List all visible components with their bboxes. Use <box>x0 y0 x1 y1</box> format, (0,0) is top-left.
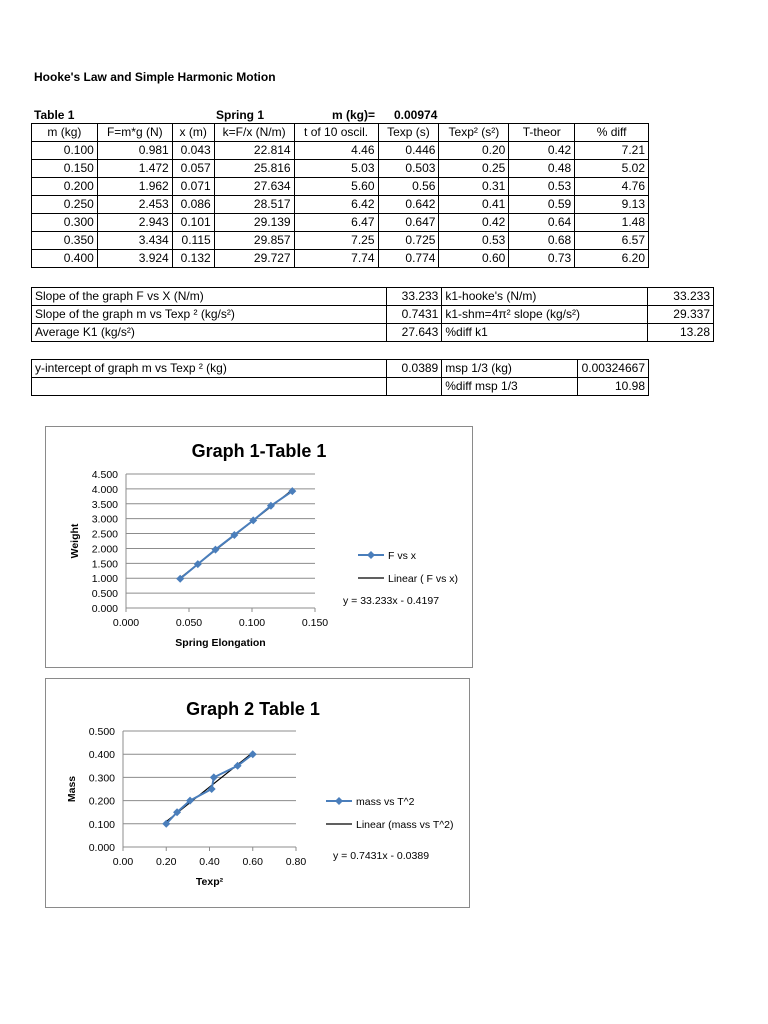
table-label: Table 1 <box>34 108 75 122</box>
chart-1-frame <box>45 426 473 668</box>
column-header: T-theor <box>509 124 575 142</box>
table-label <box>32 378 387 396</box>
table-cell: 3.434 <box>97 232 172 250</box>
table-cell: 5.60 <box>294 178 378 196</box>
table-cell: 5.02 <box>575 160 649 178</box>
table-label: y-intercept of graph m vs Texp ² (kg) <box>32 360 387 378</box>
table-cell: 29.727 <box>214 250 294 268</box>
table-cell: 0.60 <box>439 250 509 268</box>
chart-2 <box>46 679 469 907</box>
table-cell: 0.071 <box>172 178 214 196</box>
table-cell: 25.816 <box>214 160 294 178</box>
table-row <box>32 178 649 196</box>
legend-series-marker <box>335 797 343 805</box>
table-cell: 0.56 <box>378 178 439 196</box>
table-cell: 0.115 <box>172 232 214 250</box>
table-value: 0.7431 <box>387 306 442 324</box>
y-tick-label: 0.000 <box>91 603 118 615</box>
legend-series-label: mass vs T^2 <box>356 796 415 808</box>
x-tick-label: 0.100 <box>238 617 266 629</box>
table-row <box>32 214 649 232</box>
table-cell: 0.647 <box>378 214 439 232</box>
y-tick-label: 0.300 <box>88 772 115 785</box>
x-tick-label: 0.150 <box>301 617 329 629</box>
table-cell: 0.31 <box>439 178 509 196</box>
y-tick-label: 3.500 <box>91 498 118 511</box>
table-cell: 0.25 <box>439 160 509 178</box>
table-cell: 0.20 <box>439 142 509 160</box>
table-cell: 0.086 <box>172 196 214 214</box>
table-cell: 0.48 <box>509 160 575 178</box>
table-cell: 0.774 <box>378 250 439 268</box>
table-cell: 0.42 <box>439 214 509 232</box>
table-value: 33.233 <box>648 288 714 306</box>
data-point <box>208 785 216 793</box>
table-cell: 0.043 <box>172 142 214 160</box>
chart-title: Graph 1-Table 1 <box>191 441 327 461</box>
table-cell: 4.46 <box>294 142 378 160</box>
table-label: k1-hooke's (N/m) <box>442 288 648 306</box>
y-tick-label: 0.200 <box>88 795 115 808</box>
legend-series-marker <box>367 551 375 559</box>
table-cell: 0.300 <box>32 214 98 232</box>
table-row <box>32 378 649 396</box>
table-cell: 22.814 <box>214 142 294 160</box>
table-value: 0.00324667 <box>577 360 648 378</box>
y-tick-label: 1.000 <box>91 573 118 586</box>
table-cell: 3.924 <box>97 250 172 268</box>
column-header: k=F/x (N/m) <box>214 124 294 142</box>
table-row <box>32 360 649 378</box>
table-cell: 6.47 <box>294 214 378 232</box>
table-cell: 6.42 <box>294 196 378 214</box>
table-row <box>32 232 649 250</box>
intercept-table <box>31 359 649 396</box>
table-cell: 6.20 <box>575 250 649 268</box>
table-cell: 0.250 <box>32 196 98 214</box>
table-value: 10.98 <box>577 378 648 396</box>
trendline-equation: y = 0.7431x - 0.0389 <box>333 850 430 862</box>
table-cell: 0.100 <box>32 142 98 160</box>
column-header: % diff <box>575 124 649 142</box>
table-cell: 0.59 <box>509 196 575 214</box>
x-axis-label: Spring Elongation <box>175 637 266 649</box>
y-tick-label: 0.400 <box>88 749 115 762</box>
summary-table <box>31 287 714 342</box>
x-tick-label: 0.20 <box>156 856 177 868</box>
x-tick-label: 0.60 <box>242 856 263 868</box>
chart-title: Graph 2 Table 1 <box>186 699 320 719</box>
mass-value: 0.00974 <box>394 108 438 122</box>
table-label: k1-shm=4π² slope (kg/s²) <box>442 306 648 324</box>
mass-label: m (kg)= <box>332 108 376 122</box>
table-row <box>32 250 649 268</box>
x-tick-label: 0.80 <box>285 856 307 868</box>
column-header: x (m) <box>172 124 214 142</box>
table-cell: 2.453 <box>97 196 172 214</box>
table-cell: 7.25 <box>294 232 378 250</box>
table-cell: 0.642 <box>378 196 439 214</box>
table-cell: 0.200 <box>32 178 98 196</box>
table-cell: 0.446 <box>378 142 439 160</box>
data-table <box>31 123 649 268</box>
table-cell: 7.21 <box>575 142 649 160</box>
y-tick-label: 4.000 <box>91 483 118 496</box>
table-row <box>32 160 649 178</box>
table-cell: 0.725 <box>378 232 439 250</box>
table-row <box>32 196 649 214</box>
table-value: 29.337 <box>648 306 714 324</box>
table-cell: 1.472 <box>97 160 172 178</box>
table-row <box>32 288 714 306</box>
page-title: Hooke's Law and Simple Harmonic Motion <box>34 70 276 84</box>
table-header-row <box>32 124 649 142</box>
y-tick-label: 2.500 <box>91 528 118 541</box>
x-tick-label: 0.00 <box>112 856 134 868</box>
table-cell: 9.13 <box>575 196 649 214</box>
table-cell: 0.53 <box>439 232 509 250</box>
x-tick-label: 0.050 <box>175 617 203 629</box>
table-cell: 28.517 <box>214 196 294 214</box>
table-value: 33.233 <box>387 288 442 306</box>
table-cell: 0.350 <box>32 232 98 250</box>
x-tick-label: 0.40 <box>199 856 220 868</box>
y-tick-label: 1.500 <box>91 558 118 571</box>
table-cell: 29.139 <box>214 214 294 232</box>
table-label: %diff msp 1/3 <box>442 378 578 396</box>
y-tick-label: 0.000 <box>88 842 115 854</box>
table-cell: 0.53 <box>509 178 575 196</box>
column-header: m (kg) <box>32 124 98 142</box>
y-axis-label: Mass <box>66 775 78 803</box>
spring-label: Spring 1 <box>216 108 265 122</box>
table-row <box>32 324 714 342</box>
x-tick-label: 0.000 <box>112 617 140 629</box>
table-cell: 0.981 <box>97 142 172 160</box>
table-label: Slope of the graph F vs X (N/m) <box>32 288 387 306</box>
x-axis-label: Texp² <box>195 876 224 888</box>
table-cell: 1.962 <box>97 178 172 196</box>
column-header: t of 10 oscil. <box>294 124 378 142</box>
y-axis-label: Weight <box>69 523 81 559</box>
y-tick-label: 2.000 <box>91 543 118 556</box>
legend-series-label: F vs x <box>388 550 416 562</box>
table-cell: 1.48 <box>575 214 649 232</box>
table-cell: 0.101 <box>172 214 214 232</box>
table-cell: 0.41 <box>439 196 509 214</box>
table-cell: 5.03 <box>294 160 378 178</box>
data-point <box>210 773 218 781</box>
trendline-equation: y = 33.233x - 0.4197 <box>343 595 440 607</box>
column-header: F=m*g (N) <box>97 124 172 142</box>
table-cell: 7.74 <box>294 250 378 268</box>
legend-trend-label: Linear ( F vs x) <box>388 573 459 585</box>
y-tick-label: 0.500 <box>91 588 118 601</box>
y-tick-label: 4.500 <box>91 469 118 481</box>
table-cell: 27.634 <box>214 178 294 196</box>
table-value: 27.643 <box>387 324 442 342</box>
table-cell: 0.150 <box>32 160 98 178</box>
y-tick-label: 3.000 <box>91 513 118 526</box>
table-value: 13.28 <box>648 324 714 342</box>
table-cell: 0.400 <box>32 250 98 268</box>
table-label: msp 1/3 (kg) <box>442 360 578 378</box>
table-cell: 0.057 <box>172 160 214 178</box>
y-tick-label: 0.500 <box>88 726 115 738</box>
table-value <box>387 378 442 396</box>
chart-1 <box>46 427 472 667</box>
table-cell: 2.943 <box>97 214 172 232</box>
table-cell: 29.857 <box>214 232 294 250</box>
table-row <box>32 142 649 160</box>
table-value: 0.0389 <box>387 360 442 378</box>
table-cell: 0.68 <box>509 232 575 250</box>
column-header: Texp² (s²) <box>439 124 509 142</box>
table-label: %diff k1 <box>442 324 648 342</box>
table-cell: 0.503 <box>378 160 439 178</box>
table-cell: 0.42 <box>509 142 575 160</box>
table-cell: 6.57 <box>575 232 649 250</box>
table-cell: 0.132 <box>172 250 214 268</box>
table-cell: 0.64 <box>509 214 575 232</box>
table-row <box>32 306 714 324</box>
legend-trend-label: Linear (mass vs T^2) <box>356 819 454 831</box>
y-tick-label: 0.100 <box>88 818 115 831</box>
column-header: Texp (s) <box>378 124 439 142</box>
table-cell: 4.76 <box>575 178 649 196</box>
table-label: Slope of the graph m vs Texp ² (kg/s²) <box>32 306 387 324</box>
chart-2-frame <box>45 678 470 908</box>
table-cell: 0.73 <box>509 250 575 268</box>
table-label: Average K1 (kg/s²) <box>32 324 387 342</box>
